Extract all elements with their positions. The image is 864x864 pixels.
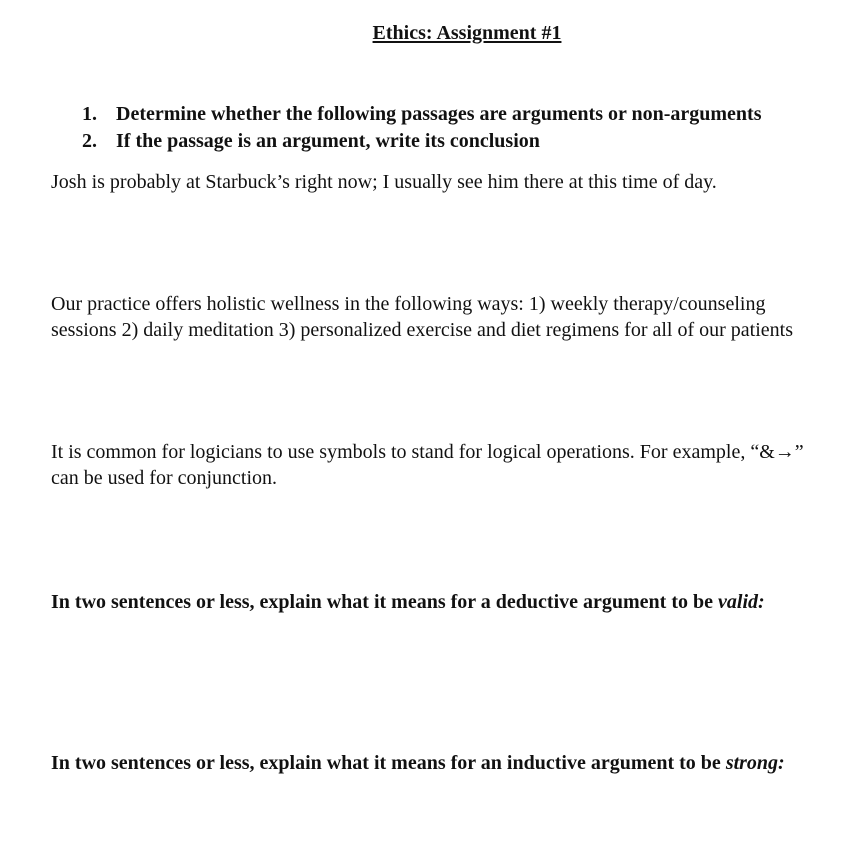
question-emphasis: strong:	[725, 752, 785, 774]
passage-wellness	[51, 291, 851, 343]
question-valid	[51, 589, 765, 615]
passage-josh	[51, 169, 851, 195]
question-strong	[51, 750, 785, 776]
passage-line: sessions 2) daily meditation 3) personalized exercise and diet regimens for all of our patients	[51, 319, 794, 341]
instruction-number: 2.	[82, 130, 97, 152]
instruction-item	[82, 128, 762, 155]
passage-line: Josh is probably at Starbuck’s right now; I usually see him there at this time of day.	[51, 171, 717, 193]
instruction-item	[82, 101, 762, 128]
question-emphasis: valid:	[718, 591, 765, 613]
instructions-list	[82, 101, 762, 155]
passage-logicians	[51, 439, 851, 491]
instruction-text: If the passage is an argument, write its conclusion	[116, 130, 540, 152]
instruction-text: Determine whether the following passages are arguments or non-arguments	[116, 103, 762, 125]
question-text: In two sentences or less, explain what it means for an inductive argument to be	[51, 752, 726, 774]
document-title: Ethics: Assignment #1	[372, 22, 562, 44]
passage-line: It is common for logicians to use symbols to stand for logical operations. For example, “&→”	[51, 441, 804, 463]
passage-line: can be used for conjunction.	[51, 467, 278, 489]
passage-line: Our practice offers holistic wellness in the following ways: 1) weekly therapy/counseling	[51, 293, 766, 315]
instruction-number: 1.	[82, 103, 97, 125]
question-text: In two sentences or less, explain what it means for a deductive argument to be	[51, 591, 719, 613]
